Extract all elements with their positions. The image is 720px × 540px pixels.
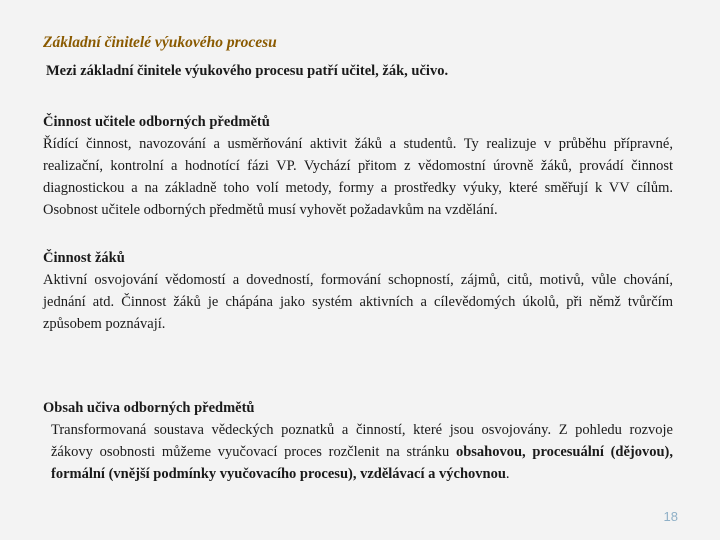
page-number: 18	[663, 509, 678, 524]
section-curriculum	[43, 397, 673, 485]
intro-text: Mezi základní činitele výukového procesu patří učitel, žák, učivo.	[46, 63, 449, 79]
section-text-end: .	[505, 466, 510, 482]
slide-title: Základní činitelé výukového procesu	[43, 34, 277, 51]
section-heading: Obsah učiva odborných předmětů	[43, 400, 255, 416]
section-text	[43, 419, 673, 485]
section-heading: Činnost učitele odborných předmětů	[43, 114, 270, 130]
section-students	[43, 247, 673, 335]
section-text: Aktivní osvojování vědomostí a dovedností, formování schopností, zájmů, citů, motivů, vůle chování, jednání atd. Činnost žáků je chápána jako systém aktivních a cílevědomých úkolů, při němž tvůrčím způsobem poznávají.	[43, 272, 673, 332]
section-text-bold: obsahovou, procesuální (dějovou), formální (vnější podmínky vyučovacího procesu), vzdělávací a výchovnou	[51, 444, 674, 482]
section-teacher	[43, 111, 673, 221]
section-text: Řídící činnost, navozování a usměrňování aktivit žáků a studentů. Ty realizuje v průběhu přípravné, realizační, kontrolní a hodnotící fázi VP. Vychází přitom z vědomostní úrovně žáků, provádí činnost diagnostickou a na základně toho volí metody, formy a prostředky výuky, které směřují k VV cílům. Osobnost učitele odborných předmětů musí vyhovět požadavkům na vzdělání.	[43, 136, 673, 218]
section-heading: Činnost žáků	[43, 250, 125, 266]
section-text-plain: Transformovaná soustava vědeckých poznatků a činností, které jsou osvojovány. Z pohledu rozvoje žákovy osobnosti můžeme vyučovací proces rozčlenit na stránku	[51, 422, 673, 460]
